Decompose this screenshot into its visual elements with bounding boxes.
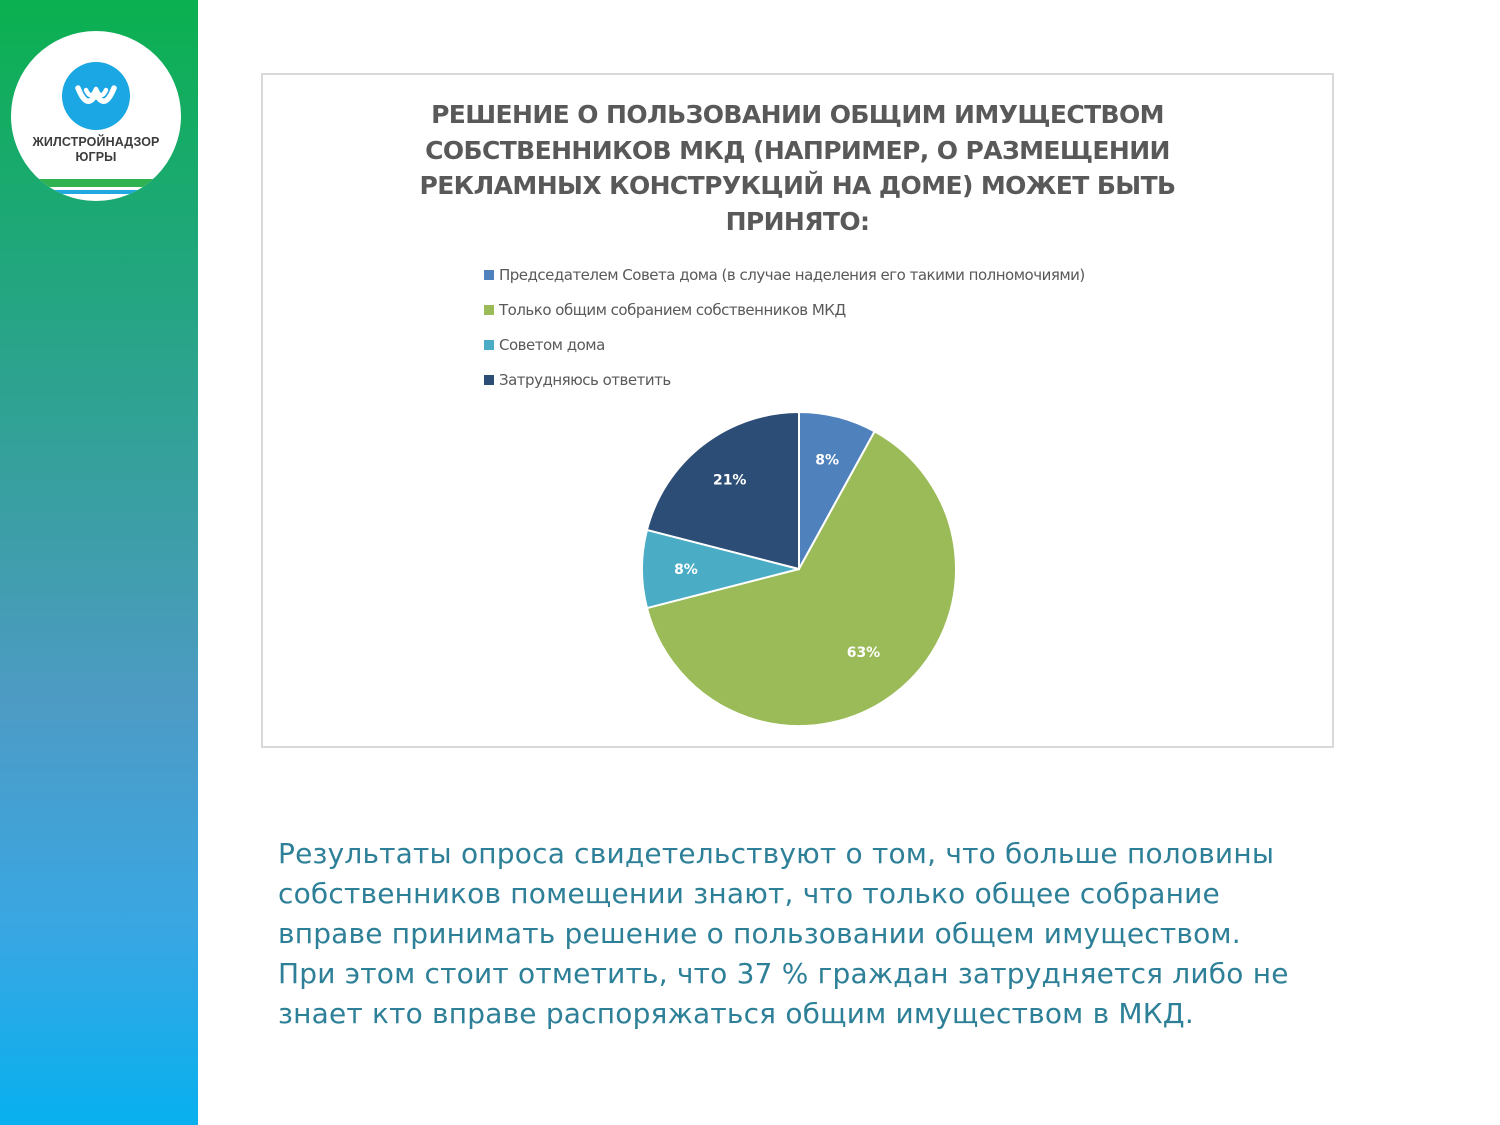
- chart-title-line: ПРИНЯТО:: [725, 206, 870, 236]
- legend-label: Советом дома: [499, 335, 605, 354]
- legend-label: Затрудняюсь ответить: [499, 370, 671, 389]
- summary-text: [278, 834, 1338, 1034]
- pie-data-label: 21%: [712, 472, 747, 489]
- logo-band-green: [11, 179, 181, 187]
- brand-name: [11, 135, 181, 165]
- brand-name-line1: ЖИЛСТРОЙНАДЗОР: [32, 135, 160, 149]
- summary-line: знает кто вправе распоряжаться общим имуществом в МКД.: [278, 997, 1194, 1030]
- summary-line: вправе принимать решение о пользовании общем имуществом.: [278, 917, 1241, 950]
- summary-line: Результаты опроса свидетельствуют о том, что больше половины: [278, 837, 1275, 870]
- chart-title-line: РЕШЕНИЕ О ПОЛЬЗОВАНИИ ОБЩИМ ИМУЩЕСТВОМ: [431, 100, 1164, 129]
- sidebar: [0, 0, 198, 1125]
- pie-chart: [263, 75, 1332, 746]
- logo-band-blue: [11, 190, 181, 194]
- chart-title-line: СОБСТВЕННИКОВ МКД (НАПРИМЕР, О РАЗМЕЩЕНИИ: [425, 135, 1170, 165]
- chart-frame: [261, 73, 1334, 748]
- brand-logo: [11, 31, 181, 201]
- pie-data-label: 8%: [674, 562, 698, 578]
- legend-label: Только общим собранием собственников МКД: [499, 300, 846, 319]
- pie-data-label: 63%: [846, 645, 881, 662]
- legend-label: Председателем Совета дома (в случае наделения его такими полномочиями): [499, 265, 1085, 284]
- summary-line: При этом стоит отметить, что 37 % граждан затрудняется либо не: [278, 957, 1289, 990]
- summary-line: собственников помещении знают, что только общее собрание: [278, 877, 1220, 910]
- chart-title-line: РЕКЛАМНЫХ КОНСТРУКЦИЙ НА ДОМЕ) МОЖЕТ БЫТЬ: [419, 171, 1176, 200]
- brand-name-line2: ЮГРЫ: [75, 150, 117, 164]
- pie-data-label: 8%: [815, 452, 840, 469]
- logo-emblem-icon: [61, 61, 131, 131]
